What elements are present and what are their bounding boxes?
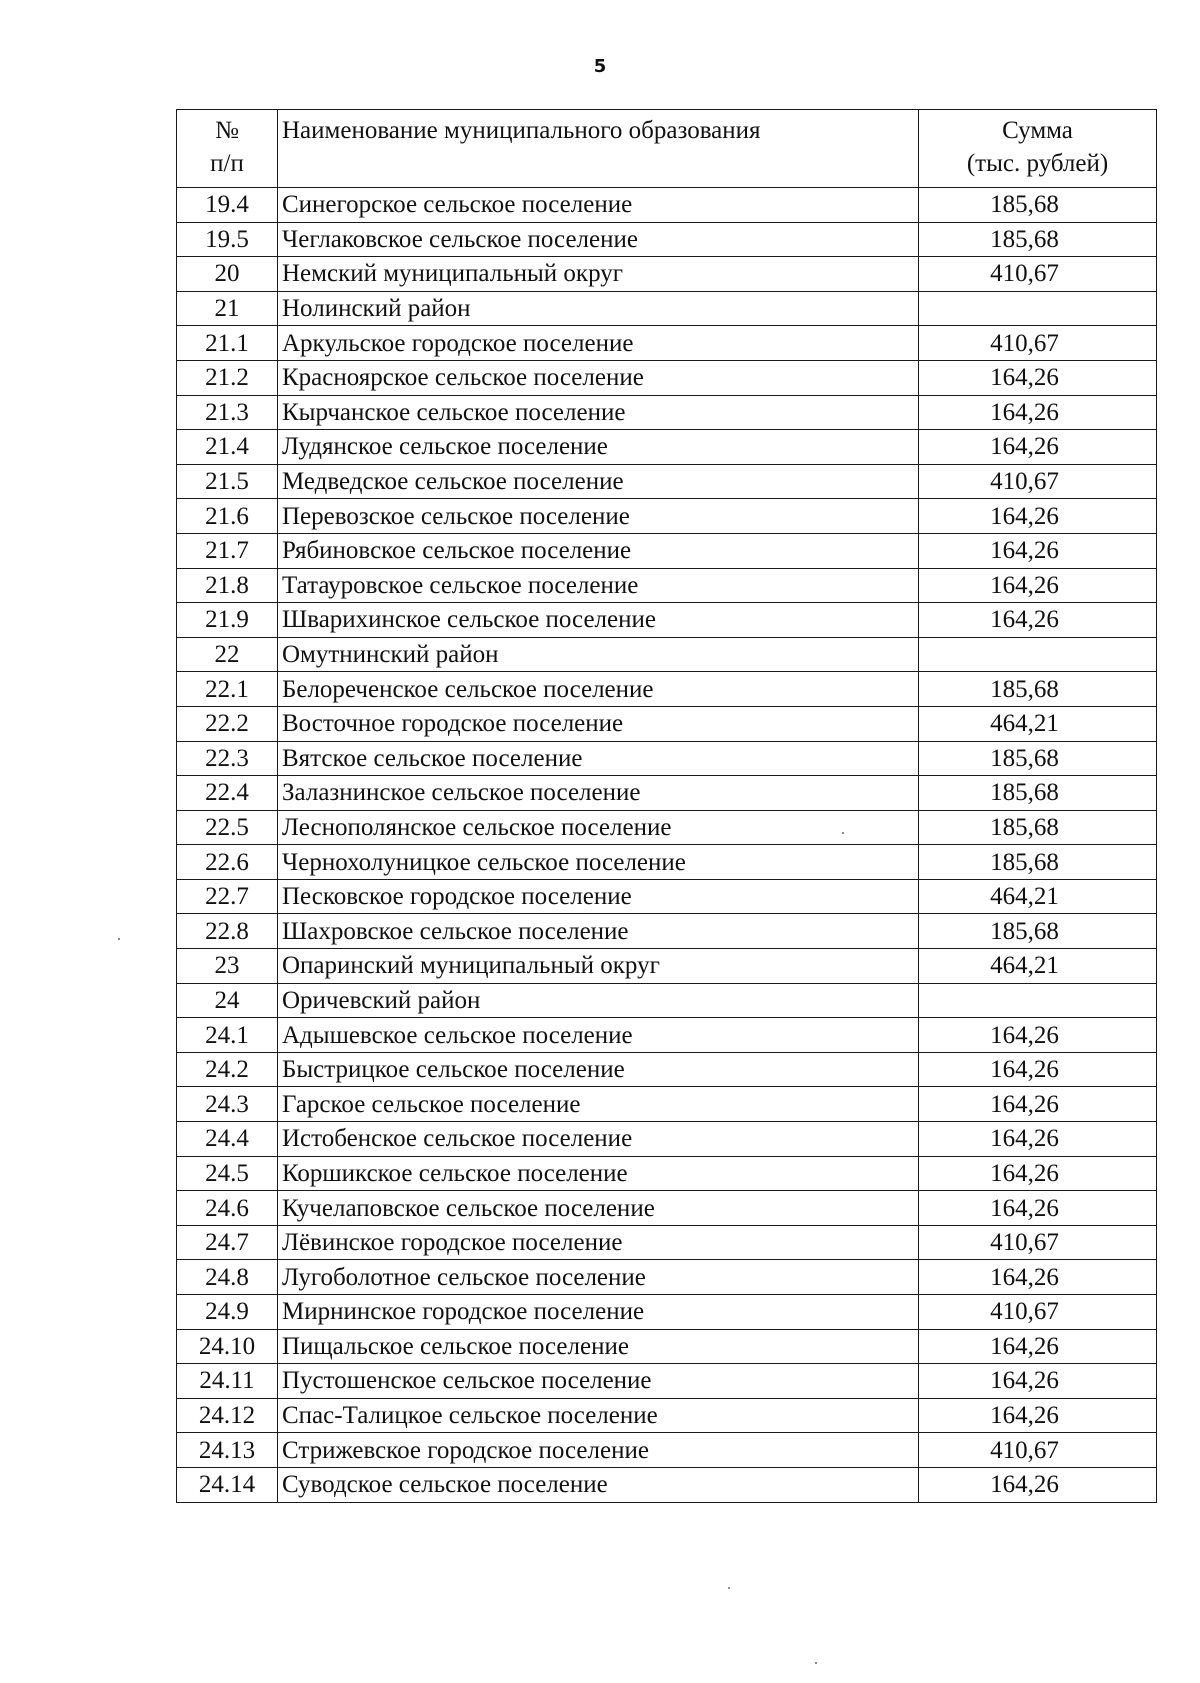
row-name-cell: Пищальское сельское поселение: [278, 1329, 919, 1364]
header-num: № п/п: [177, 110, 278, 188]
row-number-cell: 24.11: [177, 1364, 278, 1399]
table-row: [177, 810, 1157, 845]
row-number-cell: 21.6: [177, 499, 278, 534]
scan-speck: [118, 938, 120, 940]
row-name-cell: Суводское сельское поселение: [278, 1467, 919, 1502]
table-row: [177, 188, 1157, 223]
row-number-cell: 21: [177, 291, 278, 326]
row-number-cell: 21.8: [177, 568, 278, 603]
row-sum-cell: 164,26: [919, 533, 1157, 568]
row-sum-cell: 410,67: [919, 464, 1157, 499]
table-row: [177, 464, 1157, 499]
row-number-cell: 24.12: [177, 1398, 278, 1433]
row-name-cell: Лудянское сельское поселение: [278, 430, 919, 465]
row-number-cell: 21.3: [177, 395, 278, 430]
table-row: [177, 603, 1157, 638]
row-sum-cell: 464,21: [919, 879, 1157, 914]
table-body: [177, 188, 1157, 1503]
table-row: [177, 291, 1157, 326]
table-row: [177, 1191, 1157, 1226]
row-sum-cell: 410,67: [919, 326, 1157, 361]
row-name-cell: Адышевское сельское поселение: [278, 1018, 919, 1053]
row-name-cell: Спас-Талицкое сельское поселение: [278, 1398, 919, 1433]
row-sum-cell: 185,68: [919, 845, 1157, 880]
row-number-cell: 24.7: [177, 1225, 278, 1260]
row-number-cell: 22.8: [177, 914, 278, 949]
header-sum: Сумма (тыс. рублей): [919, 110, 1157, 188]
table-header: [177, 110, 1157, 188]
row-number-cell: 19.5: [177, 222, 278, 257]
table-row: [177, 568, 1157, 603]
row-name-cell: Нолинский район: [278, 291, 919, 326]
table-row: [177, 1087, 1157, 1122]
row-number-cell: 24.3: [177, 1087, 278, 1122]
row-number-cell: 24.8: [177, 1260, 278, 1295]
row-name-cell: Татауровское сельское поселение: [278, 568, 919, 603]
scan-speck: [842, 832, 844, 834]
row-sum-cell: 464,21: [919, 949, 1157, 984]
row-name-cell: Аркульское городское поселение: [278, 326, 919, 361]
table-row: [177, 1433, 1157, 1468]
row-name-cell: Шахровское сельское поселение: [278, 914, 919, 949]
row-name-cell: Красноярское сельское поселение: [278, 360, 919, 395]
budget-table: [176, 109, 1157, 1503]
table-row: [177, 879, 1157, 914]
row-number-cell: 22.7: [177, 879, 278, 914]
row-name-cell: Истобенское сельское поселение: [278, 1122, 919, 1157]
row-name-cell: Синегорское сельское поселение: [278, 188, 919, 223]
row-name-cell: Шварихинское сельское поселение: [278, 603, 919, 638]
row-number-cell: 22.4: [177, 776, 278, 811]
row-sum-cell: 164,26: [919, 1260, 1157, 1295]
row-sum-cell: 185,68: [919, 188, 1157, 223]
table-row: [177, 360, 1157, 395]
row-sum-cell: 185,68: [919, 776, 1157, 811]
row-sum-cell: 410,67: [919, 1295, 1157, 1330]
table-row: [177, 706, 1157, 741]
row-sum-cell: 185,68: [919, 810, 1157, 845]
table-row: [177, 1329, 1157, 1364]
row-name-cell: Медведское сельское поселение: [278, 464, 919, 499]
row-name-cell: Лугоболотное сельское поселение: [278, 1260, 919, 1295]
row-number-cell: 21.1: [177, 326, 278, 361]
row-number-cell: 24.4: [177, 1122, 278, 1157]
row-name-cell: Опаринский муниципальный округ: [278, 949, 919, 984]
row-sum-cell: 164,26: [919, 1364, 1157, 1399]
row-name-cell: Леснополянское сельское поселение: [278, 810, 919, 845]
table-row: [177, 1052, 1157, 1087]
table-row: [177, 637, 1157, 672]
row-sum-cell: 164,26: [919, 1329, 1157, 1364]
row-number-cell: 24.9: [177, 1295, 278, 1330]
table-row: [177, 1364, 1157, 1399]
row-number-cell: 22: [177, 637, 278, 672]
header-name: Наименование муниципального образования: [278, 110, 919, 188]
row-name-cell: Быстрицкое сельское поселение: [278, 1052, 919, 1087]
table-row: [177, 776, 1157, 811]
header-row: [177, 110, 1157, 188]
row-number-cell: 21.7: [177, 533, 278, 568]
row-number-cell: 19.4: [177, 188, 278, 223]
row-number-cell: 24.14: [177, 1467, 278, 1502]
row-number-cell: 21.5: [177, 464, 278, 499]
row-sum-cell: [919, 983, 1157, 1018]
row-sum-cell: 185,68: [919, 914, 1157, 949]
row-number-cell: 22.3: [177, 741, 278, 776]
row-name-cell: Пустошенское сельское поселение: [278, 1364, 919, 1399]
table-row: [177, 672, 1157, 707]
table-row: [177, 1018, 1157, 1053]
row-sum-cell: 164,26: [919, 1087, 1157, 1122]
row-name-cell: Чеглаковское сельское поселение: [278, 222, 919, 257]
row-name-cell: Немский муниципальный округ: [278, 257, 919, 292]
row-sum-cell: 164,26: [919, 499, 1157, 534]
row-name-cell: Залазнинское сельское поселение: [278, 776, 919, 811]
table-row: [177, 257, 1157, 292]
row-name-cell: Кучелаповское сельское поселение: [278, 1191, 919, 1226]
row-number-cell: 24.10: [177, 1329, 278, 1364]
table-row: [177, 949, 1157, 984]
row-sum-cell: 185,68: [919, 741, 1157, 776]
row-name-cell: Мирнинское городское поселение: [278, 1295, 919, 1330]
table-row: [177, 395, 1157, 430]
row-number-cell: 23: [177, 949, 278, 984]
row-number-cell: 21.4: [177, 430, 278, 465]
table-row: [177, 914, 1157, 949]
table-row: [177, 499, 1157, 534]
table-row: [177, 222, 1157, 257]
row-sum-cell: 185,68: [919, 222, 1157, 257]
row-name-cell: Омутнинский район: [278, 637, 919, 672]
row-name-cell: Стрижевское городское поселение: [278, 1433, 919, 1468]
table-row: [177, 533, 1157, 568]
row-name-cell: Песковское городское поселение: [278, 879, 919, 914]
row-sum-cell: 164,26: [919, 1122, 1157, 1157]
table-row: [177, 326, 1157, 361]
row-number-cell: 24: [177, 983, 278, 1018]
table-row: [177, 845, 1157, 880]
row-name-cell: Коршикское сельское поселение: [278, 1156, 919, 1191]
row-sum-cell: 164,26: [919, 1156, 1157, 1191]
table-row: [177, 741, 1157, 776]
row-name-cell: Кырчанское сельское поселение: [278, 395, 919, 430]
row-name-cell: Белореченское сельское поселение: [278, 672, 919, 707]
table-row: [177, 1156, 1157, 1191]
row-sum-cell: 464,21: [919, 706, 1157, 741]
row-name-cell: Вятское сельское поселение: [278, 741, 919, 776]
row-name-cell: Рябиновское сельское поселение: [278, 533, 919, 568]
row-sum-cell: 164,26: [919, 603, 1157, 638]
scan-speck: [815, 1662, 817, 1664]
row-number-cell: 24.6: [177, 1191, 278, 1226]
table-row: [177, 1225, 1157, 1260]
table-row: [177, 1467, 1157, 1502]
row-name-cell: Гарское сельское поселение: [278, 1087, 919, 1122]
row-name-cell: Оричевский район: [278, 983, 919, 1018]
row-name-cell: Лёвинское городское поселение: [278, 1225, 919, 1260]
row-sum-cell: 164,26: [919, 395, 1157, 430]
row-number-cell: 22.2: [177, 706, 278, 741]
row-number-cell: 21.9: [177, 603, 278, 638]
row-sum-cell: 164,26: [919, 568, 1157, 603]
row-number-cell: 24.5: [177, 1156, 278, 1191]
scan-speck: [728, 1587, 730, 1589]
row-sum-cell: 185,68: [919, 672, 1157, 707]
row-sum-cell: 164,26: [919, 1018, 1157, 1053]
row-sum-cell: 410,67: [919, 1433, 1157, 1468]
row-sum-cell: 164,26: [919, 1191, 1157, 1226]
row-sum-cell: [919, 291, 1157, 326]
row-number-cell: 24.2: [177, 1052, 278, 1087]
row-number-cell: 24.1: [177, 1018, 278, 1053]
row-number-cell: 22.1: [177, 672, 278, 707]
row-number-cell: 22.5: [177, 810, 278, 845]
row-name-cell: Чернохолуницкое сельское поселение: [278, 845, 919, 880]
row-sum-cell: 164,26: [919, 1398, 1157, 1433]
row-number-cell: 22.6: [177, 845, 278, 880]
table-row: [177, 983, 1157, 1018]
row-number-cell: 21.2: [177, 360, 278, 395]
row-number-cell: 24.13: [177, 1433, 278, 1468]
page-number: 5: [593, 56, 607, 77]
row-sum-cell: 164,26: [919, 1467, 1157, 1502]
row-sum-cell: 410,67: [919, 257, 1157, 292]
row-sum-cell: 164,26: [919, 360, 1157, 395]
table-row: [177, 430, 1157, 465]
table-row: [177, 1398, 1157, 1433]
table-row: [177, 1260, 1157, 1295]
row-sum-cell: 164,26: [919, 430, 1157, 465]
row-name-cell: Восточное городское поселение: [278, 706, 919, 741]
row-name-cell: Перевозское сельское поселение: [278, 499, 919, 534]
table-row: [177, 1122, 1157, 1157]
row-sum-cell: 410,67: [919, 1225, 1157, 1260]
row-sum-cell: 164,26: [919, 1052, 1157, 1087]
row-number-cell: 20: [177, 257, 278, 292]
row-sum-cell: [919, 637, 1157, 672]
table-row: [177, 1295, 1157, 1330]
